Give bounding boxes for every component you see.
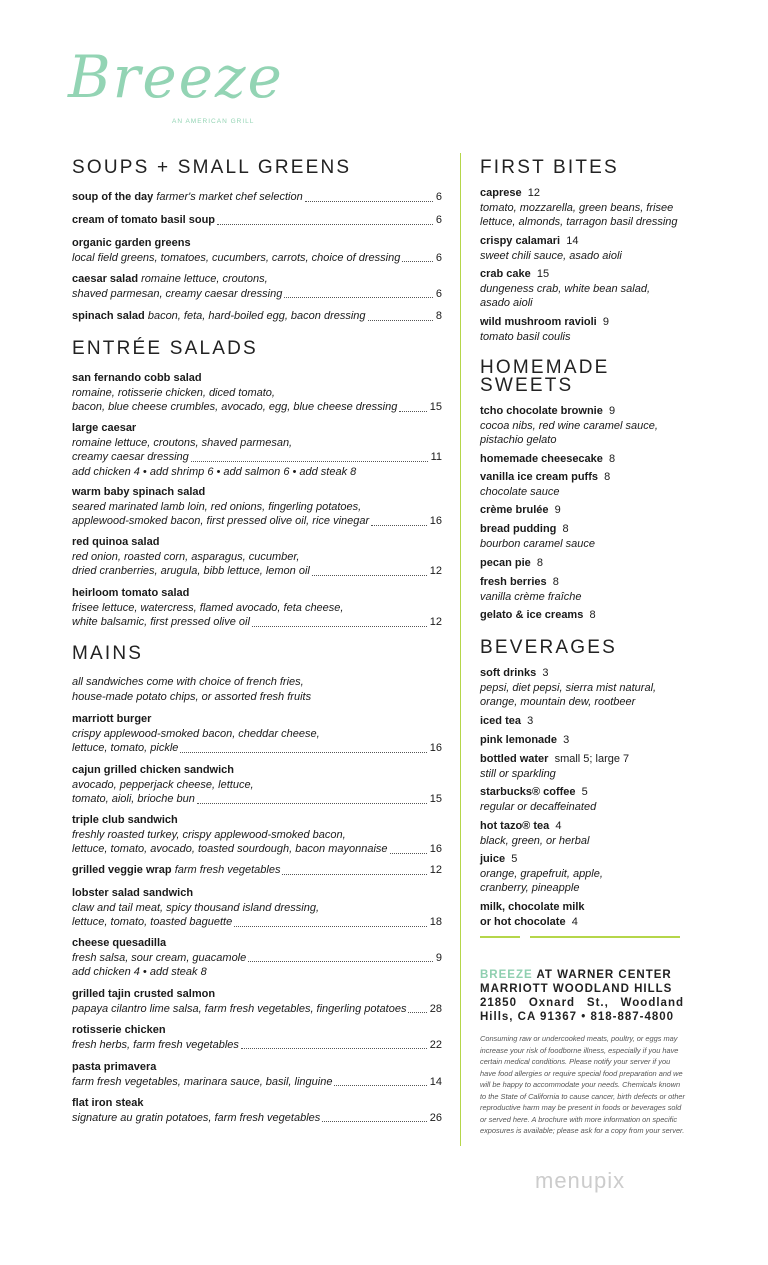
menu-item: soft drinks 3 pepsi, diet pepsi, sierra mist natural, orange, mountain dew, rootbeer bbox=[480, 667, 657, 708]
menu-item: caprese 12 tomato, mozzarella, green beans, frisee lettuce, almonds, tarragon basil dressing bbox=[480, 187, 678, 228]
disclaimer: Consuming raw or undercooked meats, poultry, or eggs may increase your risk of foodborne illness, especially if you have certain medical conditions. Please notify your server if you have food allergies or require special food preparation and we will be happy to accommodate your needs. Chemicals known to the State of California to cause cancer, birth defects or other reproductive harm may be present in foods or beverages sold or served here. A brochure with more information on specific exposures is available; please ask for a copy from your server. bbox=[480, 1034, 685, 1135]
menu-item: warm baby spinach salad seared marinated lamb loin, red onions, fingerling potatoes, applewood-smoked bacon, first pressed olive oil, rice vinegar 16 bbox=[72, 486, 442, 527]
menu-item: milk, chocolate milk or hot chocolate 4 bbox=[480, 901, 585, 928]
menu-item: lobster salad sandwich claw and tail meat, spicy thousand island dressing, lettuce, tomato, toasted baguette 18 bbox=[72, 887, 442, 928]
menu-item: san fernando cobb salad romaine, rotisserie chicken, diced tomato, bacon, blue cheese crumbles, avocado, egg, blue cheese dressing 15 bbox=[72, 372, 442, 413]
menu-item: red quinoa salad red onion, roasted corn, asparagus, cucumber, dried cranberries, arugula, bibb lettuce, lemon oil 12 bbox=[72, 536, 442, 577]
menu-item: crispy calamari 14 sweet chili sauce, asado aioli bbox=[480, 235, 622, 262]
menu-item: grilled tajin crusted salmon papaya cilantro lime salsa, farm fresh vegetables, fingerling potatoes 28 bbox=[72, 988, 442, 1015]
menu-item: flat iron steak signature au gratin potatoes, farm fresh vegetables 26 bbox=[72, 1097, 442, 1124]
menu-item: spinach salad bacon, feta, hard-boiled egg, bacon dressing 8 bbox=[72, 310, 442, 322]
menu-item: gelato & ice creams 8 bbox=[480, 609, 596, 621]
menu-item: pasta primavera farm fresh vegetables, marinara sauce, basil, linguine 14 bbox=[72, 1061, 442, 1088]
menu-item: pink lemonade 3 bbox=[480, 734, 570, 746]
column-divider bbox=[460, 153, 461, 1146]
mains-note: all sandwiches come with choice of french fries, house-made potato chips, or assorted fresh fruits bbox=[72, 676, 312, 703]
menu-item: wild mushroom ravioli 9 tomato basil coulis bbox=[480, 316, 609, 343]
menu-item: starbucks® coffee 5 regular or decaffeinated bbox=[480, 786, 597, 813]
section-entree-heading: ENTRÉE SALADS bbox=[72, 338, 258, 359]
menu-item: juice 5 orange, grapefruit, apple, cranberry, pineapple bbox=[480, 853, 603, 894]
restaurant-address: BREEZE AT WARNER CENTER MARRIOTT WOODLAND HILLS 21850 Oxnard St., Woodland Hills, CA 91367 • 818-887-4800 bbox=[480, 969, 684, 1023]
menu-item: triple club sandwich freshly roasted turkey, crispy applewood-smoked bacon, lettuce, tomato, avocado, toasted sourdough, bacon mayonnaise 16 bbox=[72, 814, 442, 855]
menu-item: homemade cheesecake 8 bbox=[480, 453, 616, 465]
logo-script: Breeze bbox=[68, 43, 284, 111]
section-sweets-heading: HOMEMADE SWEETS bbox=[480, 357, 610, 396]
section-beverages-heading: BEVERAGES bbox=[480, 637, 618, 658]
menu-item: cajun grilled chicken sandwich avocado, pepperjack cheese, lettuce, tomato, aioli, brioche bun 15 bbox=[72, 764, 442, 805]
menu-item: bread pudding 8 bourbon caramel sauce bbox=[480, 523, 595, 550]
brand-name: BREEZE bbox=[480, 969, 533, 981]
watermark: menupix bbox=[535, 1168, 626, 1193]
section-mains-heading: MAINS bbox=[72, 643, 144, 664]
menu-item: rotisserie chicken fresh herbs, farm fresh vegetables 22 bbox=[72, 1024, 442, 1051]
logo-subtitle: AN AMERICAN GRILL bbox=[172, 118, 255, 125]
menu-item: vanilla ice cream puffs 8 chocolate sauce bbox=[480, 471, 611, 498]
menu-item: bottled water small 5; large 7 still or sparkling bbox=[480, 753, 630, 780]
menu-item: marriott burger crispy applewood-smoked bacon, cheddar cheese, lettuce, tomato, pickle 16 bbox=[72, 713, 442, 754]
menu-item: tcho chocolate brownie 9 cocoa nibs, red wine caramel sauce, pistachio gelato bbox=[480, 405, 658, 446]
menu-item: iced tea 3 bbox=[480, 715, 534, 727]
restaurant-logo bbox=[68, 43, 284, 133]
menu-item: caesar salad romaine lettuce, croutons, shaved parmesan, creamy caesar dressing 6 bbox=[72, 273, 442, 300]
horizontal-divider bbox=[530, 936, 680, 938]
horizontal-divider bbox=[480, 936, 520, 938]
menu-item: cheese quesadilla fresh salsa, sour cream, guacamole 9 add chicken 4 • add steak 8 bbox=[72, 937, 442, 978]
menu-item: fresh berries 8 vanilla crème fraîche bbox=[480, 576, 582, 603]
menu-item: grilled veggie wrap farm fresh vegetables 12 bbox=[72, 864, 442, 876]
menu-item: pecan pie 8 bbox=[480, 557, 543, 569]
menu-item: cream of tomato basil soup 6 bbox=[72, 214, 442, 226]
menu-item: heirloom tomato salad frisee lettuce, watercress, flamed avocado, feta cheese, white balsamic, first pressed olive oil 12 bbox=[72, 587, 442, 628]
menu-item: soup of the day farmer's market chef selection 6 bbox=[72, 191, 442, 203]
menu-item: organic garden greens local field greens, tomatoes, cucumbers, carrots, choice of dressing 6 bbox=[72, 237, 442, 264]
menu-item: crème brulée 9 bbox=[480, 504, 561, 516]
section-first-bites-heading: FIRST BITES bbox=[480, 157, 619, 178]
menu-item: hot tazo® tea 4 black, green, or herbal bbox=[480, 820, 590, 847]
menu-item: large caesar romaine lettuce, croutons, shaved parmesan, creamy caesar dressing 11 add chicken 4 • add shrimp 6 • add salmon 6 • add steak 8 bbox=[72, 422, 442, 478]
menu-item: crab cake 15 dungeness crab, white bean salad, asado aioli bbox=[480, 268, 651, 309]
section-soups-heading: SOUPS + SMALL GREENS bbox=[72, 157, 352, 178]
